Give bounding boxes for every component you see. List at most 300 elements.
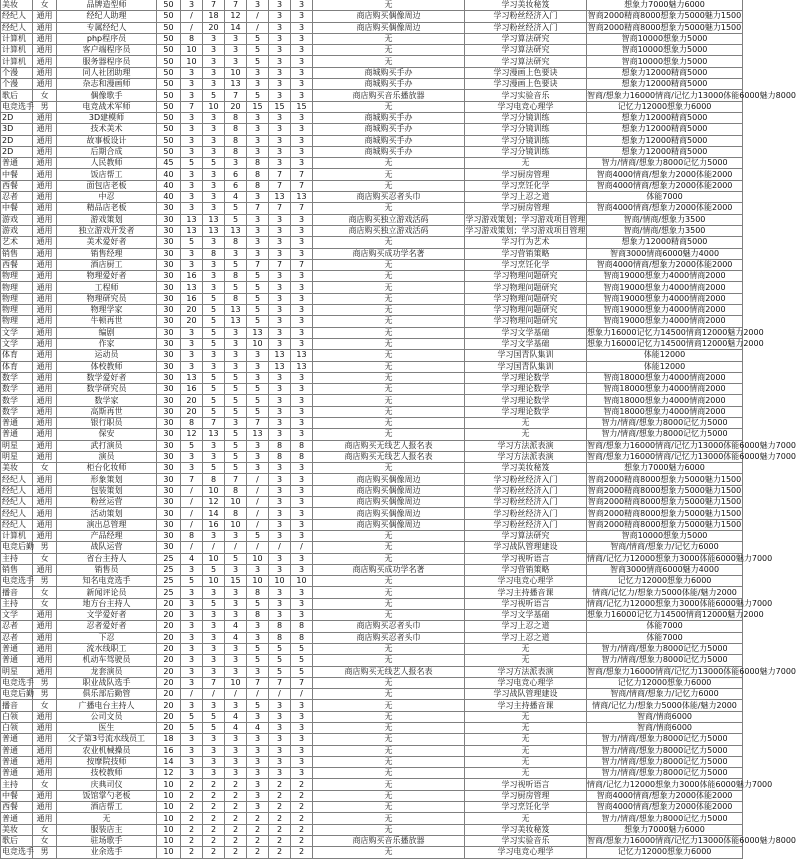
table-cell: 通用 [33, 327, 57, 338]
table-cell: 通用 [33, 350, 57, 361]
table-cell: 5 [247, 45, 269, 56]
table-cell: 3 [269, 587, 291, 598]
table-cell: 30 [157, 384, 181, 395]
table-cell: 学习视听语言 [465, 779, 587, 790]
table-cell: 无 [313, 282, 465, 293]
table-cell: 记忆力12000想象力6000 [587, 101, 743, 112]
table-cell: 3 [203, 610, 225, 621]
table-cell: 13 [203, 429, 225, 440]
table-cell: 女 [33, 463, 57, 474]
table-cell: 13 [225, 316, 247, 327]
table-cell: 智力/情商/想象力8000记忆力5000 [587, 429, 743, 440]
table-cell: 美妆 [1, 0, 33, 11]
table-cell: / [247, 485, 269, 496]
table-cell: 30 [157, 237, 181, 248]
table-cell: 商店购买无线艺人报名表 [313, 666, 465, 677]
table-cell: 无 [313, 327, 465, 338]
table-cell: 人民教师 [57, 158, 157, 169]
table-cell: 3 [269, 463, 291, 474]
table-cell: 8 [225, 237, 247, 248]
table-cell: 3 [181, 768, 203, 779]
table-cell: 女 [33, 90, 57, 101]
table-cell: 普通 [1, 417, 33, 428]
table-cell: 5 [203, 711, 225, 722]
table-row [1, 203, 743, 214]
table-cell: / [181, 542, 203, 553]
table-cell: 3 [269, 384, 291, 395]
table-row [1, 101, 743, 112]
table-cell: 通用 [33, 530, 57, 541]
table-cell: 通用 [33, 497, 57, 508]
table-cell: 13 [269, 350, 291, 361]
table-cell: 5 [203, 463, 225, 474]
table-cell: 3 [269, 610, 291, 621]
table-cell: 省台主持人 [57, 553, 157, 564]
table-cell: 7 [225, 90, 247, 101]
table-cell: 智商2000精商8000想象力5000魅力1500 [587, 519, 742, 529]
table-cell: 情商/记忆力12000想象力3000体能6000魅力7000 [587, 553, 773, 563]
table-cell: 3 [269, 271, 291, 282]
table-cell: 游戏 [1, 225, 33, 236]
table-cell: 8 [225, 508, 247, 519]
table-cell: 25 [157, 576, 181, 587]
table-cell: 学习漫画上色要诀 [465, 67, 587, 78]
table-cell: 2 [247, 847, 269, 858]
table-cell: 通用 [33, 56, 57, 67]
table-cell: 情商/记忆力/想象力5000体能/魅力2000 [587, 587, 743, 598]
table-cell: 50 [157, 11, 181, 22]
table-cell: 高斯再世 [57, 406, 157, 417]
table-cell: 想象力12000精商5000 [587, 146, 743, 157]
table-row [1, 598, 743, 609]
table-cell: 30 [157, 429, 181, 440]
table-cell: 无 [465, 723, 587, 734]
table-cell: 4 [225, 711, 247, 722]
table-cell: 8 [247, 158, 269, 169]
table-cell: 13 [291, 361, 313, 372]
table-cell: 通用 [33, 790, 57, 801]
table-cell: 无 [313, 790, 465, 801]
table-cell: 无 [313, 598, 465, 609]
table-cell: 2 [225, 847, 247, 858]
table-cell: 无 [465, 711, 587, 722]
table-cell: 5 [181, 158, 203, 169]
table-row [1, 451, 743, 462]
table-cell: 物理爱好者 [57, 271, 157, 282]
table-cell: 7 [181, 101, 203, 112]
table-cell: 30 [157, 271, 181, 282]
table-cell: 12 [225, 11, 247, 22]
table-cell: 通用 [33, 79, 57, 90]
table-cell: 5 [225, 282, 247, 293]
table-cell: 学习理论数学 [465, 395, 587, 406]
table-cell: 学习电竞心理学 [465, 677, 587, 688]
table-cell: 40 [157, 169, 181, 180]
table-cell: 5 [181, 723, 203, 734]
table-cell: 学习粉丝经济入门 [465, 497, 587, 508]
table-cell: 3 [203, 361, 225, 372]
table-cell: 50 [157, 101, 181, 112]
table-cell: 通用 [33, 237, 57, 248]
table-cell: 情商/记忆力12000想象力3000体能6000魅力7000 [587, 598, 773, 608]
table-cell: 13 [225, 225, 247, 236]
table-cell: 3 [291, 11, 313, 22]
table-cell: 3 [203, 700, 225, 711]
table-cell: 2D [1, 135, 33, 146]
table-cell: 商城购买手办 [313, 146, 465, 157]
table-cell: 3 [269, 372, 291, 383]
table-cell: 体校教师 [57, 361, 157, 372]
table-cell: 5 [203, 305, 225, 316]
table-cell: 2 [269, 779, 291, 790]
table-cell: 主持 [1, 553, 33, 564]
table-cell: 无 [313, 417, 465, 428]
table-row [1, 576, 743, 587]
table-cell: 3 [291, 474, 313, 485]
table-cell: 3 [269, 135, 291, 146]
table-cell: 3 [269, 45, 291, 56]
table-cell: 智商4000情商/想象力2000体能2000 [587, 180, 743, 191]
table-cell: 3 [247, 225, 269, 236]
table-row [1, 327, 743, 338]
table-cell: 3 [225, 768, 247, 779]
table-cell: 想象力12000精商5000 [587, 112, 743, 123]
table-cell: 地方台主持人 [57, 598, 157, 609]
table-cell: 学习营销策略 [465, 248, 587, 259]
table-cell: 学习主持播音课 [465, 587, 587, 598]
table-cell: 3 [291, 519, 313, 530]
table-cell: 学习粉丝经济入门 [465, 508, 587, 519]
table-cell: 无 [465, 655, 587, 666]
table-cell: 商店购买独立游戏活码 [313, 225, 465, 236]
table-cell: 7 [269, 203, 291, 214]
table-cell: 3 [269, 723, 291, 734]
table-cell: 3 [181, 734, 203, 745]
table-row [1, 745, 743, 756]
table-cell: 精品店老板 [57, 203, 157, 214]
table-cell: 忍者 [1, 632, 33, 643]
table-cell: 2 [291, 802, 313, 813]
table-cell: 8 [181, 530, 203, 541]
table-row [1, 632, 743, 643]
table-cell: 13 [269, 361, 291, 372]
table-cell: 通用 [33, 361, 57, 372]
table-cell: 3 [225, 745, 247, 756]
table-cell: 3 [291, 293, 313, 304]
table-cell: 智商4000情商/想象力2000体能2000 [587, 203, 743, 214]
table-cell: 女 [33, 835, 57, 846]
table-cell: 3 [247, 451, 269, 462]
table-row [1, 813, 743, 824]
table-cell: 智力/情商/想象力8000记忆力5000 [587, 643, 743, 654]
table-cell: 新闻评论员 [57, 587, 157, 598]
table-cell: 智商19000想象力4000情商2000 [587, 316, 743, 327]
table-cell: 10 [157, 802, 181, 813]
table-cell: 2 [181, 790, 203, 801]
table-cell: 5 [225, 384, 247, 395]
table-cell: 3 [247, 67, 269, 78]
table-cell: 5 [203, 327, 225, 338]
table-cell: 3 [181, 146, 203, 157]
table-cell: 3 [203, 666, 225, 677]
table-cell: 西餐 [1, 802, 33, 813]
table-cell: 无 [465, 813, 587, 824]
table-cell: 20 [157, 655, 181, 666]
table-cell: 8 [225, 112, 247, 123]
table-cell: 通用 [33, 22, 57, 33]
table-cell: 2 [291, 824, 313, 835]
table-cell: 独立游戏开发者 [57, 225, 157, 236]
table-cell: 智商/情商/想象力3500 [587, 225, 743, 236]
table-cell: 5 [247, 90, 269, 101]
table-cell: 个漫 [1, 79, 33, 90]
table-cell: 3 [291, 384, 313, 395]
table-cell: 5 [247, 530, 269, 541]
table-cell: 3 [291, 372, 313, 383]
table-cell: 7 [269, 169, 291, 180]
table-cell: 无 [313, 372, 465, 383]
table-cell: 4 [225, 621, 247, 632]
table-cell: 学习物理问题研究 [465, 305, 587, 316]
table-cell: 3 [181, 169, 203, 180]
table-cell: 通用 [33, 305, 57, 316]
table-cell: / [181, 497, 203, 508]
table-cell: 知名电竞选手 [57, 576, 157, 587]
table-cell: 7 [247, 417, 269, 428]
table-cell: 4 [225, 192, 247, 203]
table-cell: 艺术 [1, 237, 33, 248]
table-cell: 技术美术 [57, 124, 157, 135]
table-cell: 4 [225, 723, 247, 734]
table-cell: 西餐 [1, 259, 33, 270]
table-cell: 20 [225, 101, 247, 112]
table-cell: 无 [313, 689, 465, 700]
table-cell: 2 [225, 779, 247, 790]
table-cell: 3 [269, 530, 291, 541]
table-cell: 2 [247, 835, 269, 846]
table-cell: 想象力12000精商5000 [587, 79, 743, 90]
table-cell: 14 [203, 508, 225, 519]
table-cell: 50 [157, 124, 181, 135]
table-row [1, 790, 743, 801]
table-cell: 无 [465, 734, 587, 745]
table-cell: 物理 [1, 293, 33, 304]
table-row [1, 225, 743, 236]
table-cell: 通用 [33, 169, 57, 180]
table-cell: 通用 [33, 316, 57, 327]
table-cell: 20 [181, 406, 203, 417]
table-row [1, 0, 743, 11]
table-cell: 3 [203, 192, 225, 203]
table-row [1, 33, 743, 44]
table-cell: 经纪人 [1, 519, 33, 530]
table-cell: 3 [291, 79, 313, 90]
table-row [1, 417, 743, 428]
table-cell: 数学 [1, 395, 33, 406]
table-cell: 商店购买独立游戏活码 [313, 214, 465, 225]
table-cell: 2 [225, 790, 247, 801]
table-cell: 3D [1, 124, 33, 135]
table-cell: 商店购买音乐播放器 [313, 835, 465, 846]
table-cell: 播音 [1, 700, 33, 711]
table-cell: 5 [181, 576, 203, 587]
table-cell: 2 [225, 835, 247, 846]
table-cell: 白领 [1, 711, 33, 722]
table-cell: 无 [313, 259, 465, 270]
table-cell: 通用 [33, 451, 57, 462]
table-cell: 3 [247, 632, 269, 643]
table-cell: 学习美妆秘笈 [465, 463, 587, 474]
table-cell: 3 [247, 79, 269, 90]
table-cell: 3 [291, 485, 313, 496]
table-cell: 通用 [33, 146, 57, 157]
table-cell: 8 [269, 440, 291, 451]
table-cell: 3 [291, 135, 313, 146]
table-cell: 中餐 [1, 790, 33, 801]
table-cell: 3 [269, 756, 291, 767]
table-cell: 3 [291, 700, 313, 711]
table-cell: 18 [157, 734, 181, 745]
table-cell: 3 [247, 350, 269, 361]
table-cell: 通用 [33, 248, 57, 259]
table-cell: 5 [203, 723, 225, 734]
table-cell: 30 [157, 485, 181, 496]
table-cell: 3 [181, 90, 203, 101]
table-row [1, 56, 743, 67]
table-cell: 45 [157, 158, 181, 169]
table-cell: 物理学家 [57, 305, 157, 316]
table-cell: 普通 [1, 756, 33, 767]
table-cell: 3 [181, 124, 203, 135]
table-cell: 职业战队选手 [57, 677, 157, 688]
table-cell: 3 [291, 305, 313, 316]
table-cell: 体能7000 [587, 632, 743, 643]
table-cell: 流水线职工 [57, 643, 157, 654]
table-cell: 2 [203, 779, 225, 790]
table-cell: 父子第3号流水线员工 [57, 734, 157, 745]
table-cell: 机动车驾驶员 [57, 655, 157, 666]
table-cell: 8 [291, 451, 313, 462]
table-cell: 女 [33, 700, 57, 711]
table-cell: 3 [291, 564, 313, 575]
table-cell: 无 [313, 350, 465, 361]
table-row [1, 22, 743, 33]
table-cell: 3 [291, 316, 313, 327]
table-cell: 学习行为艺术 [465, 237, 587, 248]
table-cell: 电竞后勤 [2, 542, 34, 552]
table-cell: 体能7000 [587, 621, 743, 632]
table-cell: 通用 [33, 429, 57, 440]
table-cell: 通用 [33, 395, 57, 406]
table-cell: 3 [203, 768, 225, 779]
table-cell: 智商/想象力16000情商/记忆力13000体能6000魅力7000 [587, 452, 796, 462]
table-body [1, 0, 796, 858]
table-cell: 50 [157, 135, 181, 146]
table-cell: 学习物理问题研究 [465, 271, 587, 282]
table-cell: 8 [247, 587, 269, 598]
table-cell: 学习文学基础 [465, 610, 587, 621]
table-cell: 忍者爱好者 [57, 621, 157, 632]
table-cell: 3 [291, 711, 313, 722]
table-row [1, 508, 743, 519]
table-cell: 饭店帮工 [57, 169, 157, 180]
table-cell: 20 [157, 666, 181, 677]
table-cell: 故事板设计 [57, 135, 157, 146]
table-cell: 无 [313, 203, 465, 214]
table-cell: 3 [181, 610, 203, 621]
table-cell: 无 [313, 45, 465, 56]
table-cell: 无 [313, 756, 465, 767]
table-cell: 智商10000想象力5000 [587, 56, 743, 67]
table-cell: 物理研究员 [57, 293, 157, 304]
table-row [1, 90, 743, 101]
table-cell: 5 [225, 259, 247, 270]
table-cell: 普通 [1, 429, 33, 440]
table-cell: 学习电竞心理学 [465, 101, 587, 112]
table-cell: 智商/情商/想象力/记忆力6000 [587, 689, 743, 700]
table-cell: 通用 [33, 666, 57, 677]
table-cell: 3 [247, 214, 269, 225]
table-cell: 3 [247, 790, 269, 801]
table-cell: 经纪人 [1, 474, 33, 485]
table-cell: 计算机 [1, 45, 33, 56]
table-cell: 专属经纪人 [57, 22, 157, 33]
table-cell: 工程师 [57, 282, 157, 293]
table-cell: 3 [203, 271, 225, 282]
table-cell: 3 [225, 33, 247, 44]
table-cell: 3 [269, 553, 291, 564]
table-cell: 记忆力12000想象力6000 [587, 677, 743, 688]
table-cell: 30 [157, 519, 181, 530]
table-cell: 3 [181, 632, 203, 643]
table-cell: 智商2000精商8000想象力5000魅力1500 [587, 11, 742, 21]
table-row [1, 45, 743, 56]
table-cell: 白领 [1, 723, 33, 734]
table-cell: 2 [291, 790, 313, 801]
table-cell: 6 [225, 180, 247, 191]
table-cell: 通用 [33, 621, 57, 632]
table-cell: 5 [203, 384, 225, 395]
table-cell: 无 [313, 237, 465, 248]
table-cell: 3 [181, 666, 203, 677]
table-cell: 5 [203, 372, 225, 383]
table-cell: / [181, 22, 203, 33]
table-cell: 3 [203, 124, 225, 135]
table-cell: 15 [247, 101, 269, 112]
table-cell: 无 [313, 587, 465, 598]
table-cell: 30 [157, 463, 181, 474]
table-cell: 无 [313, 338, 465, 349]
table-cell: 3 [291, 45, 313, 56]
table-cell: 10 [157, 813, 181, 824]
table-cell: 14 [157, 756, 181, 767]
table-cell: 通用 [33, 734, 57, 745]
table-row [1, 689, 743, 700]
table-cell: 5 [225, 395, 247, 406]
table-row [1, 723, 743, 734]
table-cell: 3 [247, 564, 269, 575]
table-cell: 3 [181, 361, 203, 372]
table-cell: 无 [313, 576, 465, 587]
table-cell: 20 [157, 723, 181, 734]
table-cell: / [181, 508, 203, 519]
table-cell: 10 [157, 824, 181, 835]
table-cell: 学习粉丝经济入门 [465, 11, 587, 22]
table-cell: 16 [203, 519, 225, 530]
table-cell: 13 [225, 79, 247, 90]
table-cell: 无 [313, 429, 465, 440]
table-cell: 中餐 [1, 169, 33, 180]
